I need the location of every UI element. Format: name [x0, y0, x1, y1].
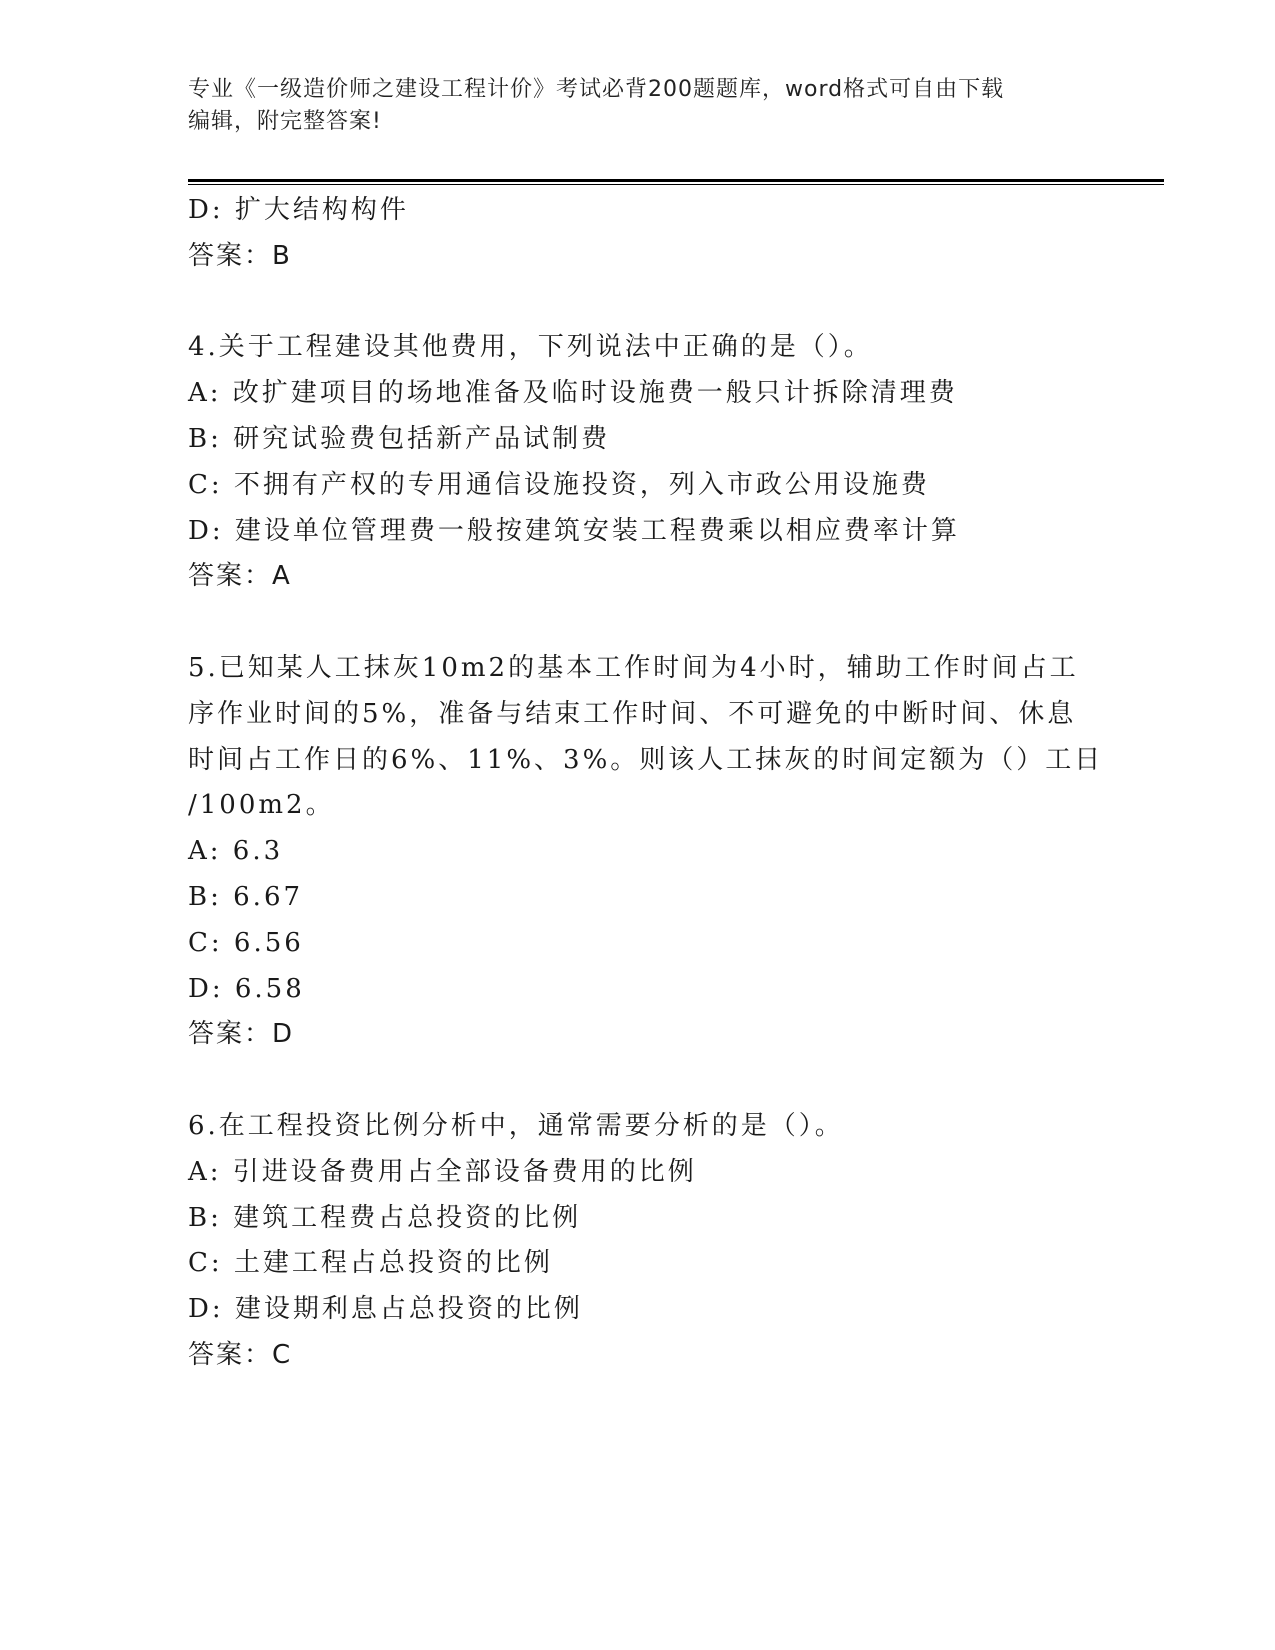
- q5-stem-line-3: 时间占工作日的6%、11%、3%。则该人工抹灰的时间定额为（）工日: [188, 744, 1104, 775]
- header-divider-thin: [188, 184, 1164, 185]
- question-3-tail: [188, 188, 1088, 280]
- spacer: [188, 600, 1088, 646]
- q4-stem: 4.关于工程建设其他费用，下列说法中正确的是（）。: [188, 332, 873, 363]
- q4-option-a: A: 改扩建项目的场地准备及临时设施费一般只计拆除清理费: [188, 378, 958, 409]
- q6-stem: 6.在工程投资比例分析中，通常需要分析的是（）。: [188, 1110, 844, 1141]
- q5-option-b: B: 6.67: [188, 881, 304, 912]
- q4-option-c: C: 不拥有产权的专用通信设施投资，列入市政公用设施费: [188, 469, 930, 500]
- q6-option-d: D: 建设期利息占总投资的比例: [188, 1294, 583, 1325]
- header-line-2: 编辑，附完整答案!: [188, 109, 382, 134]
- spacer: [188, 1058, 1088, 1104]
- q5-option-a: A: 6.3: [188, 836, 284, 867]
- q4-option-b: B: 研究试验费包括新产品试制费: [188, 423, 611, 454]
- q5-option-c: C: 6.56: [188, 927, 304, 958]
- q6-answer: 答案：C: [188, 1339, 293, 1370]
- question-6: [188, 1104, 1088, 1379]
- document-body: [188, 188, 1104, 1379]
- header-divider-thick: [188, 179, 1164, 182]
- q5-stem-line-2: 序作业时间的5%，准备与结束工作时间、不可避免的中断时间、休息: [188, 698, 1077, 729]
- q6-option-b: B: 建筑工程费占总投资的比例: [188, 1202, 582, 1233]
- q5-option-d: D: 6.58: [188, 973, 305, 1004]
- q4-option-d: D: 建设单位管理费一般按建筑安装工程费乘以相应费率计算: [188, 515, 960, 546]
- q5-stem-line-4: /100m2。: [188, 790, 335, 821]
- header-line-1: 专业《一级造价师之建设工程计价》考试必背200题题库，word格式可自由下载: [188, 77, 1005, 102]
- q5-stem-line-1: 5.已知某人工抹灰10m2的基本工作时间为4小时，辅助工作时间占工: [188, 652, 1079, 683]
- q3-option-d: D: 扩大结构构件: [188, 195, 409, 225]
- q6-option-c: C: 土建工程占总投资的比例: [188, 1248, 553, 1279]
- question-5: [188, 646, 1104, 1058]
- document-header: [188, 74, 1088, 138]
- q4-answer: 答案：A: [188, 561, 292, 592]
- q5-answer: 答案：D: [188, 1019, 295, 1050]
- q3-answer: 答案：B: [188, 240, 292, 271]
- question-4: [188, 325, 1088, 600]
- q6-option-a: A: 引进设备费用占全部设备费用的比例: [188, 1156, 697, 1187]
- spacer: [188, 280, 1088, 326]
